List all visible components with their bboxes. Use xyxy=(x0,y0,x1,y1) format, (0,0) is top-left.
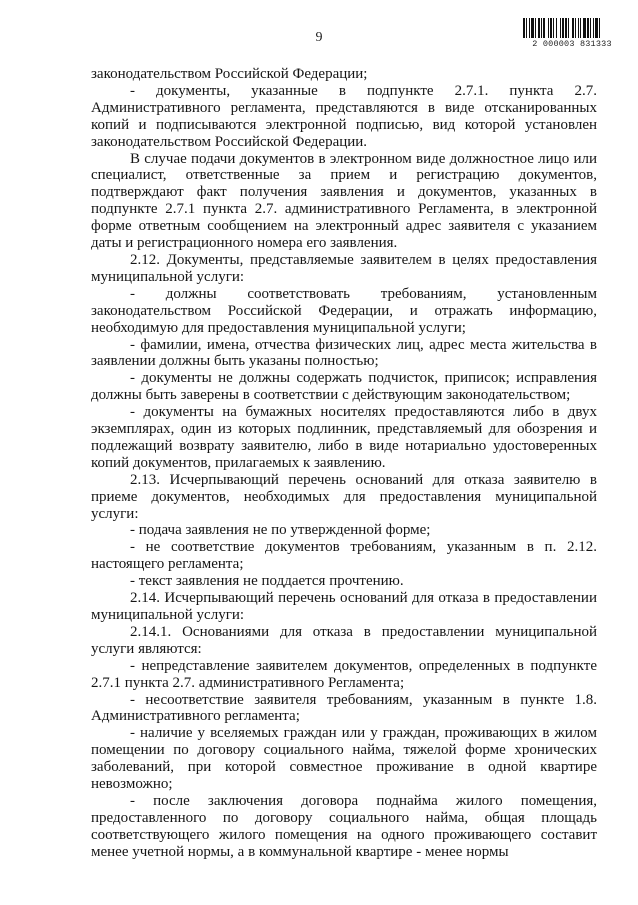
paragraph: 2.13. Исчерпывающий перечень оснований для отказа заявителю в приеме документов, необходимых для предоставления муниципальной услуги: xyxy=(91,471,597,522)
document-body xyxy=(91,66,597,861)
barcode-image xyxy=(522,18,622,38)
paragraph: - документы на бумажных носителях предоставляются либо в двух экземплярах, один из которых подлинник, представляемый для обозрения и подлежащий возврату заявителю, либо в виде нотариально удостоверенных копий документов, прилагаемых к заявлению. xyxy=(91,404,597,471)
paragraph: В случае подачи документов в электронном виде должностное лицо или специалист, ответственные за прием и регистрацию документов, подтверждают факт получения заявления и документов, указанных в подпункте 2.7.1 пункта 2.7. административного Регламента, в электронной форме ответным сообщением на электронный адрес заявителя с указанием даты и регистрационного номера его заявления. xyxy=(91,150,597,252)
page-number: 9 xyxy=(315,30,323,45)
paragraph: - подача заявления не по утвержденной форме; xyxy=(130,522,431,539)
paragraph: - после заключения договора поднайма жилого помещения, предоставленного по договору социального найма, общая площадь соответствующего жилого помещения на одного проживающего составит менее учетной нормы, а в коммунальной квартире - менее нормы xyxy=(91,792,597,860)
paragraph: 2.14. Исчерпывающий перечень оснований для отказа в предоставлении муниципальной услуги: xyxy=(91,590,597,623)
paragraph: - непредставление заявителем документов, определенных в подпункте 2.7.1 пункта 2.7. административного Регламента; xyxy=(91,657,597,691)
paragraph: 2.14.1. Основаниями для отказа в предоставлении муниципальной услуги являются: xyxy=(91,623,597,657)
barcode-number: 2 000003 831333 xyxy=(532,39,612,49)
paragraph: 2.12. Документы, представляемые заявителем в целях предоставления муниципальной услуги: xyxy=(91,251,597,285)
barcode xyxy=(522,18,622,49)
paragraph: - текст заявления не поддается прочтению. xyxy=(130,573,404,590)
paragraph: - должны соответствовать требованиям, установленным законодательством Российской Федерации, и отражать информацию, необходимую для предоставления муниципальной услуги; xyxy=(91,285,597,336)
paragraph: - наличие у вселяемых граждан или у граждан, проживающих в жилом помещении по договору социального найма, тяжелой форме хронических заболеваний, при которой совместное проживание в одной квартире невозможно; xyxy=(91,725,597,793)
paragraph: законодательством Российской Федерации; xyxy=(91,66,368,82)
paragraph: - не соответствие документов требованиям, указанным в п. 2.12. настоящего регламента; xyxy=(91,539,597,573)
paragraph: - документы не должны содержать подчисток, приписок; исправления должны быть заверены в соответствии с действующим законодательством; xyxy=(91,370,597,404)
paragraph: - документы, указанные в подпункте 2.7.1. пункта 2.7. Административного регламента, представляются в виде отсканированных копий и подписываются электронной подписью, вид которой установлен законодательством Российской Федерации. xyxy=(91,82,597,150)
paragraph: - фамилии, имена, отчества физических лиц, адрес места жительства в заявлении должны быть указаны полностью; xyxy=(91,336,597,370)
paragraph: - несоответствие заявителя требованиям, указанным в пункте 1.8. Административного регламента; xyxy=(91,691,597,725)
